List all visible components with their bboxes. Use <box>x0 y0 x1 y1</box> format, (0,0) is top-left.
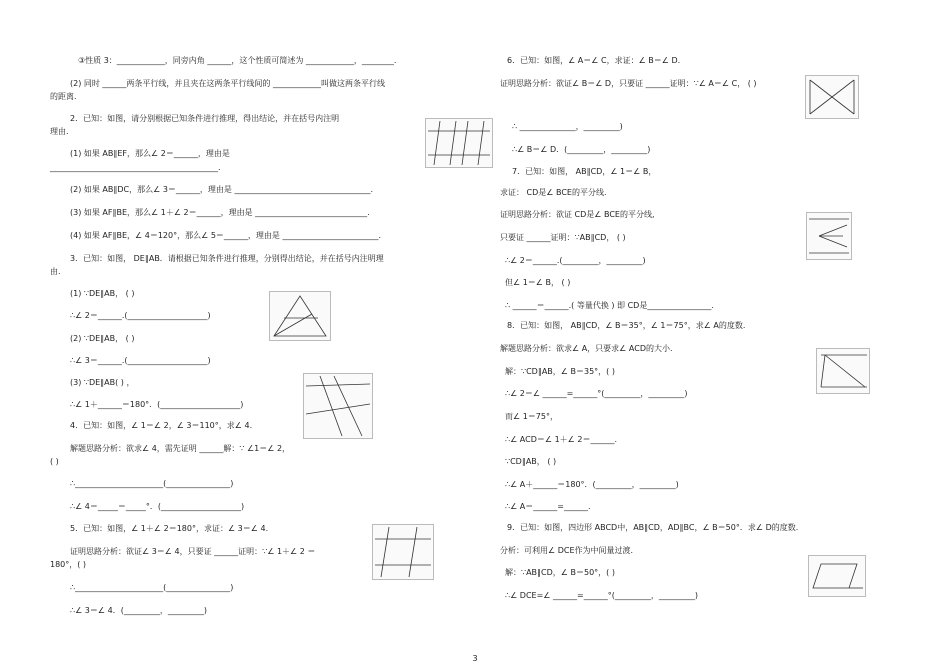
text-line: ∴∠ A＝______=______. <box>505 502 591 511</box>
text-line: ∴______________________(________________) <box>70 583 234 592</box>
text-line: ∴∠ 4＝_____＝_____°．(____________________) <box>70 502 245 511</box>
figure-q4 <box>303 373 373 439</box>
text-line: (2) ∵DE∥AB， ( ) <box>70 334 135 343</box>
figure-q7 <box>806 212 852 260</box>
text-line: 9．已知：如图，四边形 ABCD中，AB∥CD，AD∥BC，∠ B＝50°．求∠ D的度数. <box>507 523 799 532</box>
text-line: 5．已知：如图，∠ 1＋∠ 2＝180°，求证：∠ 3＝∠ 4. <box>70 524 269 533</box>
text-line: 但∠ 1＝∠ B， ( ) <box>505 278 571 287</box>
text-line: (1) 如果 AB∥EF，那么∠ 2＝______，理由是 <box>70 149 230 158</box>
text-line: 解：∵CD∥AB，∠ B＝35°，( ) <box>505 367 615 376</box>
text-line: 求证： CD是∠ BCE的平分线. <box>500 188 607 197</box>
text-line: 而∠ 1＝75°， <box>505 412 558 421</box>
text-line: 3．已知：如图， DE∥AB．请根据已知条件进行推理，分别得出结论，并在括号内注明理 <box>70 254 384 263</box>
text-line: 解题思路分析：欲求∠ 4，需先证明 ______解：∵ ∠1＝∠ 2， <box>70 444 291 453</box>
text-line: (2) 如果 AB∥DC，那么∠ 3＝______，理由是 __________________________________. <box>70 185 374 194</box>
text-line: ∴∠ 3＝∠ 4．(_________，_________) <box>70 606 207 615</box>
text-line: (4) 如果 AF∥BE，∠ 4＝120°，那么∠ 5＝______，理由是 ________________________. <box>70 231 381 240</box>
text-line: (3) 如果 AF∥BE，那么∠ 1＋∠ 2＝______，理由是 ____________________________. <box>70 208 370 217</box>
figure-q9 <box>808 555 866 597</box>
text-line: 解：∵AB∥CD，∠ B＝50°，( ) <box>505 568 615 577</box>
figure-q3 <box>269 291 331 341</box>
text-line: ∴∠ A＋______＝180°．(_________，_________) <box>505 480 679 489</box>
text-line: 的距离. <box>50 92 77 101</box>
page-number: 3 <box>472 654 478 663</box>
text-line: 2．已知：如图，请分别根据已知条件进行推理，得出结论，并在括号内注明 <box>70 114 340 123</box>
text-line: ∴∠ DCE=∠ ______=______°(_________，_________) <box>505 591 698 600</box>
text-line: 分析：可利用∠ DCE作为中间量过渡. <box>500 546 634 555</box>
text-line: ∴∠ 2＝______.(____________________) <box>70 311 211 320</box>
figure-q2 <box>425 118 493 168</box>
text-line: (1) ∵DE∥AB， ( ) <box>70 289 135 298</box>
text-line: ∴∠ B＝∠ D．(_________，_________) <box>512 145 651 154</box>
figure-q6 <box>805 75 859 119</box>
text-line: ∴∠ 3＝______.(____________________) <box>70 356 211 365</box>
text-line: ∴∠ 2＝______.(_________，_________) <box>505 256 646 265</box>
text-line: ∴∠ ACD＝∠ 1＋∠ 2＝______. <box>505 435 618 444</box>
text-line: ∴______________________(________________) <box>70 479 234 488</box>
text-line: 4．已知：如图，∠ 1＝∠ 2，∠ 3＝110°，求∠ 4. <box>70 421 253 430</box>
text-line: __________________________________________. <box>50 163 221 172</box>
text-line: 解题思路分析：欲求∠ A，只要求∠ ACD的大小. <box>500 344 673 353</box>
text-line: (3) ∵DE∥AB( ) ， <box>70 378 135 387</box>
text-line: ∵CD∥AB， ( ) <box>505 457 557 466</box>
figure-q5 <box>372 524 434 580</box>
text-line: 证明思路分析：欲证∠ 3＝∠ 4，只要证 ______证明：∵∠ 1＋∠ 2 ＝ <box>70 547 316 556</box>
text-line: ∴ ______________，_________) <box>512 122 623 131</box>
text-line: ∴∠ 2＝∠ ______=______°(_________，_________) <box>505 389 688 398</box>
text-line: 证明思路分析：欲证∠ B＝∠ D，只要证 ______证明：∵∠ A＝∠ C， ( ) <box>500 79 757 88</box>
figure-q8 <box>816 348 870 394</box>
text-line: 8．已知：如图， AB∥CD，∠ B＝35°，∠ 1＝75°，求∠ A的度数. <box>507 321 746 330</box>
text-line: 证明思路分析：欲证 CD是∠ BCE的平分线, <box>500 210 655 219</box>
text-line: ( ) <box>50 457 59 466</box>
text-line: 只要证 ______证明：∵AB∥CD， ( ) <box>500 233 626 242</box>
text-line: (2) 同时 ______两条平行线，并且夹在这两条平行线间的 ____________叫做这两条平行线 <box>70 79 385 88</box>
text-line: 7．已知：如图， AB∥CD，∠ 1＝∠ B， <box>512 167 657 176</box>
text-line: ∴∠ 1＋______＝180°．(____________________) <box>70 400 244 409</box>
text-line: 6．已知：如图，∠ A＝∠ C，求证：∠ B＝∠ D. <box>507 56 681 65</box>
text-line: ∴ ______＝______.( 等量代换 ) 即 CD是________________. <box>505 301 714 310</box>
text-line: 由. <box>50 267 61 276</box>
text-line: 理由. <box>50 127 69 136</box>
text-line: 180°，( ) <box>50 560 87 569</box>
text-line: ③性质 3：____________，同旁内角 ______，这个性质可简述为 ____________，________. <box>78 56 397 65</box>
